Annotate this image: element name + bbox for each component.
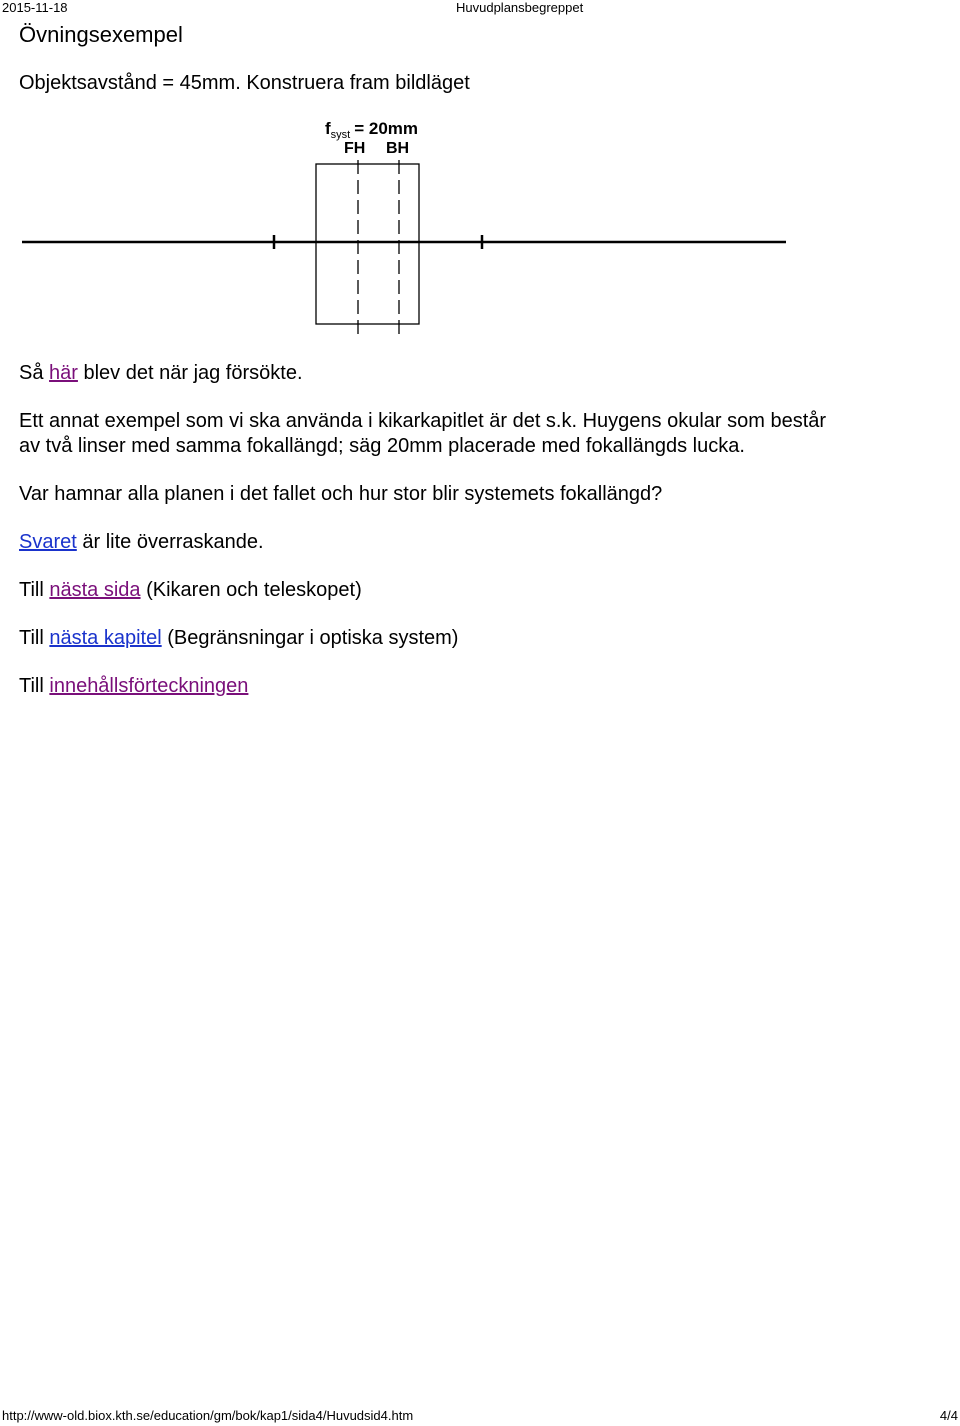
focal-length-label	[325, 119, 418, 141]
print-title: Huvudplansbegreppet	[456, 0, 584, 15]
focal-subscript: syst	[330, 129, 351, 141]
next-chapter-link[interactable]: nästa kapitel	[49, 627, 162, 649]
next-chapter-before: Till	[19, 627, 50, 649]
next-page-after: (Kikaren och teleskopet)	[140, 579, 362, 601]
answer-after: är lite överraskande.	[76, 531, 264, 553]
next-page-before: Till	[19, 579, 50, 601]
toc-link[interactable]: innehållsförteckningen	[49, 675, 249, 697]
example-line-2: av två linser med samma fokallängd; säg 20mm placerade med fokallängds lucka.	[19, 435, 745, 457]
attempt-before: Så	[19, 362, 50, 384]
answer-link[interactable]: Svaret	[19, 531, 77, 553]
focal-symbol: f	[325, 119, 331, 138]
page-title: Övningsexempel	[19, 22, 183, 47]
toc-before: Till	[19, 675, 50, 697]
toc-paragraph	[19, 674, 248, 699]
print-footer	[0, 1408, 960, 1426]
back-principal-plane-label: BH	[386, 140, 410, 157]
question-text: Var hamnar alla planen i det fallet och hur stor blir systemets fokallängd?	[19, 483, 663, 505]
attempt-after: blev det när jag försökte.	[77, 362, 303, 384]
example-line-1: Ett annat exempel som vi ska använda i kikarkapitlet är det s.k. Huygens okular som består	[19, 410, 827, 432]
next-page-link[interactable]: nästa sida	[49, 579, 141, 601]
intro-text: Objektsavstånd = 45mm. Konstruera fram bildläget	[19, 72, 470, 94]
front-principal-plane-label: FH	[344, 140, 366, 157]
answer-paragraph	[19, 530, 264, 555]
focal-value: = 20mm	[354, 119, 419, 138]
print-date: 2015-11-18	[2, 0, 68, 15]
print-header	[0, 0, 960, 18]
attempt-paragraph	[19, 361, 303, 386]
next-page-paragraph	[19, 578, 362, 603]
print-url: http://www-old.biox.kth.se/education/gm/bok/kap1/sida4/Huvudsid4.htm	[2, 1408, 414, 1423]
attempt-link[interactable]: här	[49, 362, 78, 384]
next-chapter-after: (Begränsningar i optiska system)	[161, 627, 459, 649]
print-page-number: 4/4	[939, 1408, 958, 1423]
lens-diagram	[0, 110, 960, 340]
next-chapter-paragraph	[19, 626, 458, 651]
optical-system-box	[316, 164, 419, 324]
